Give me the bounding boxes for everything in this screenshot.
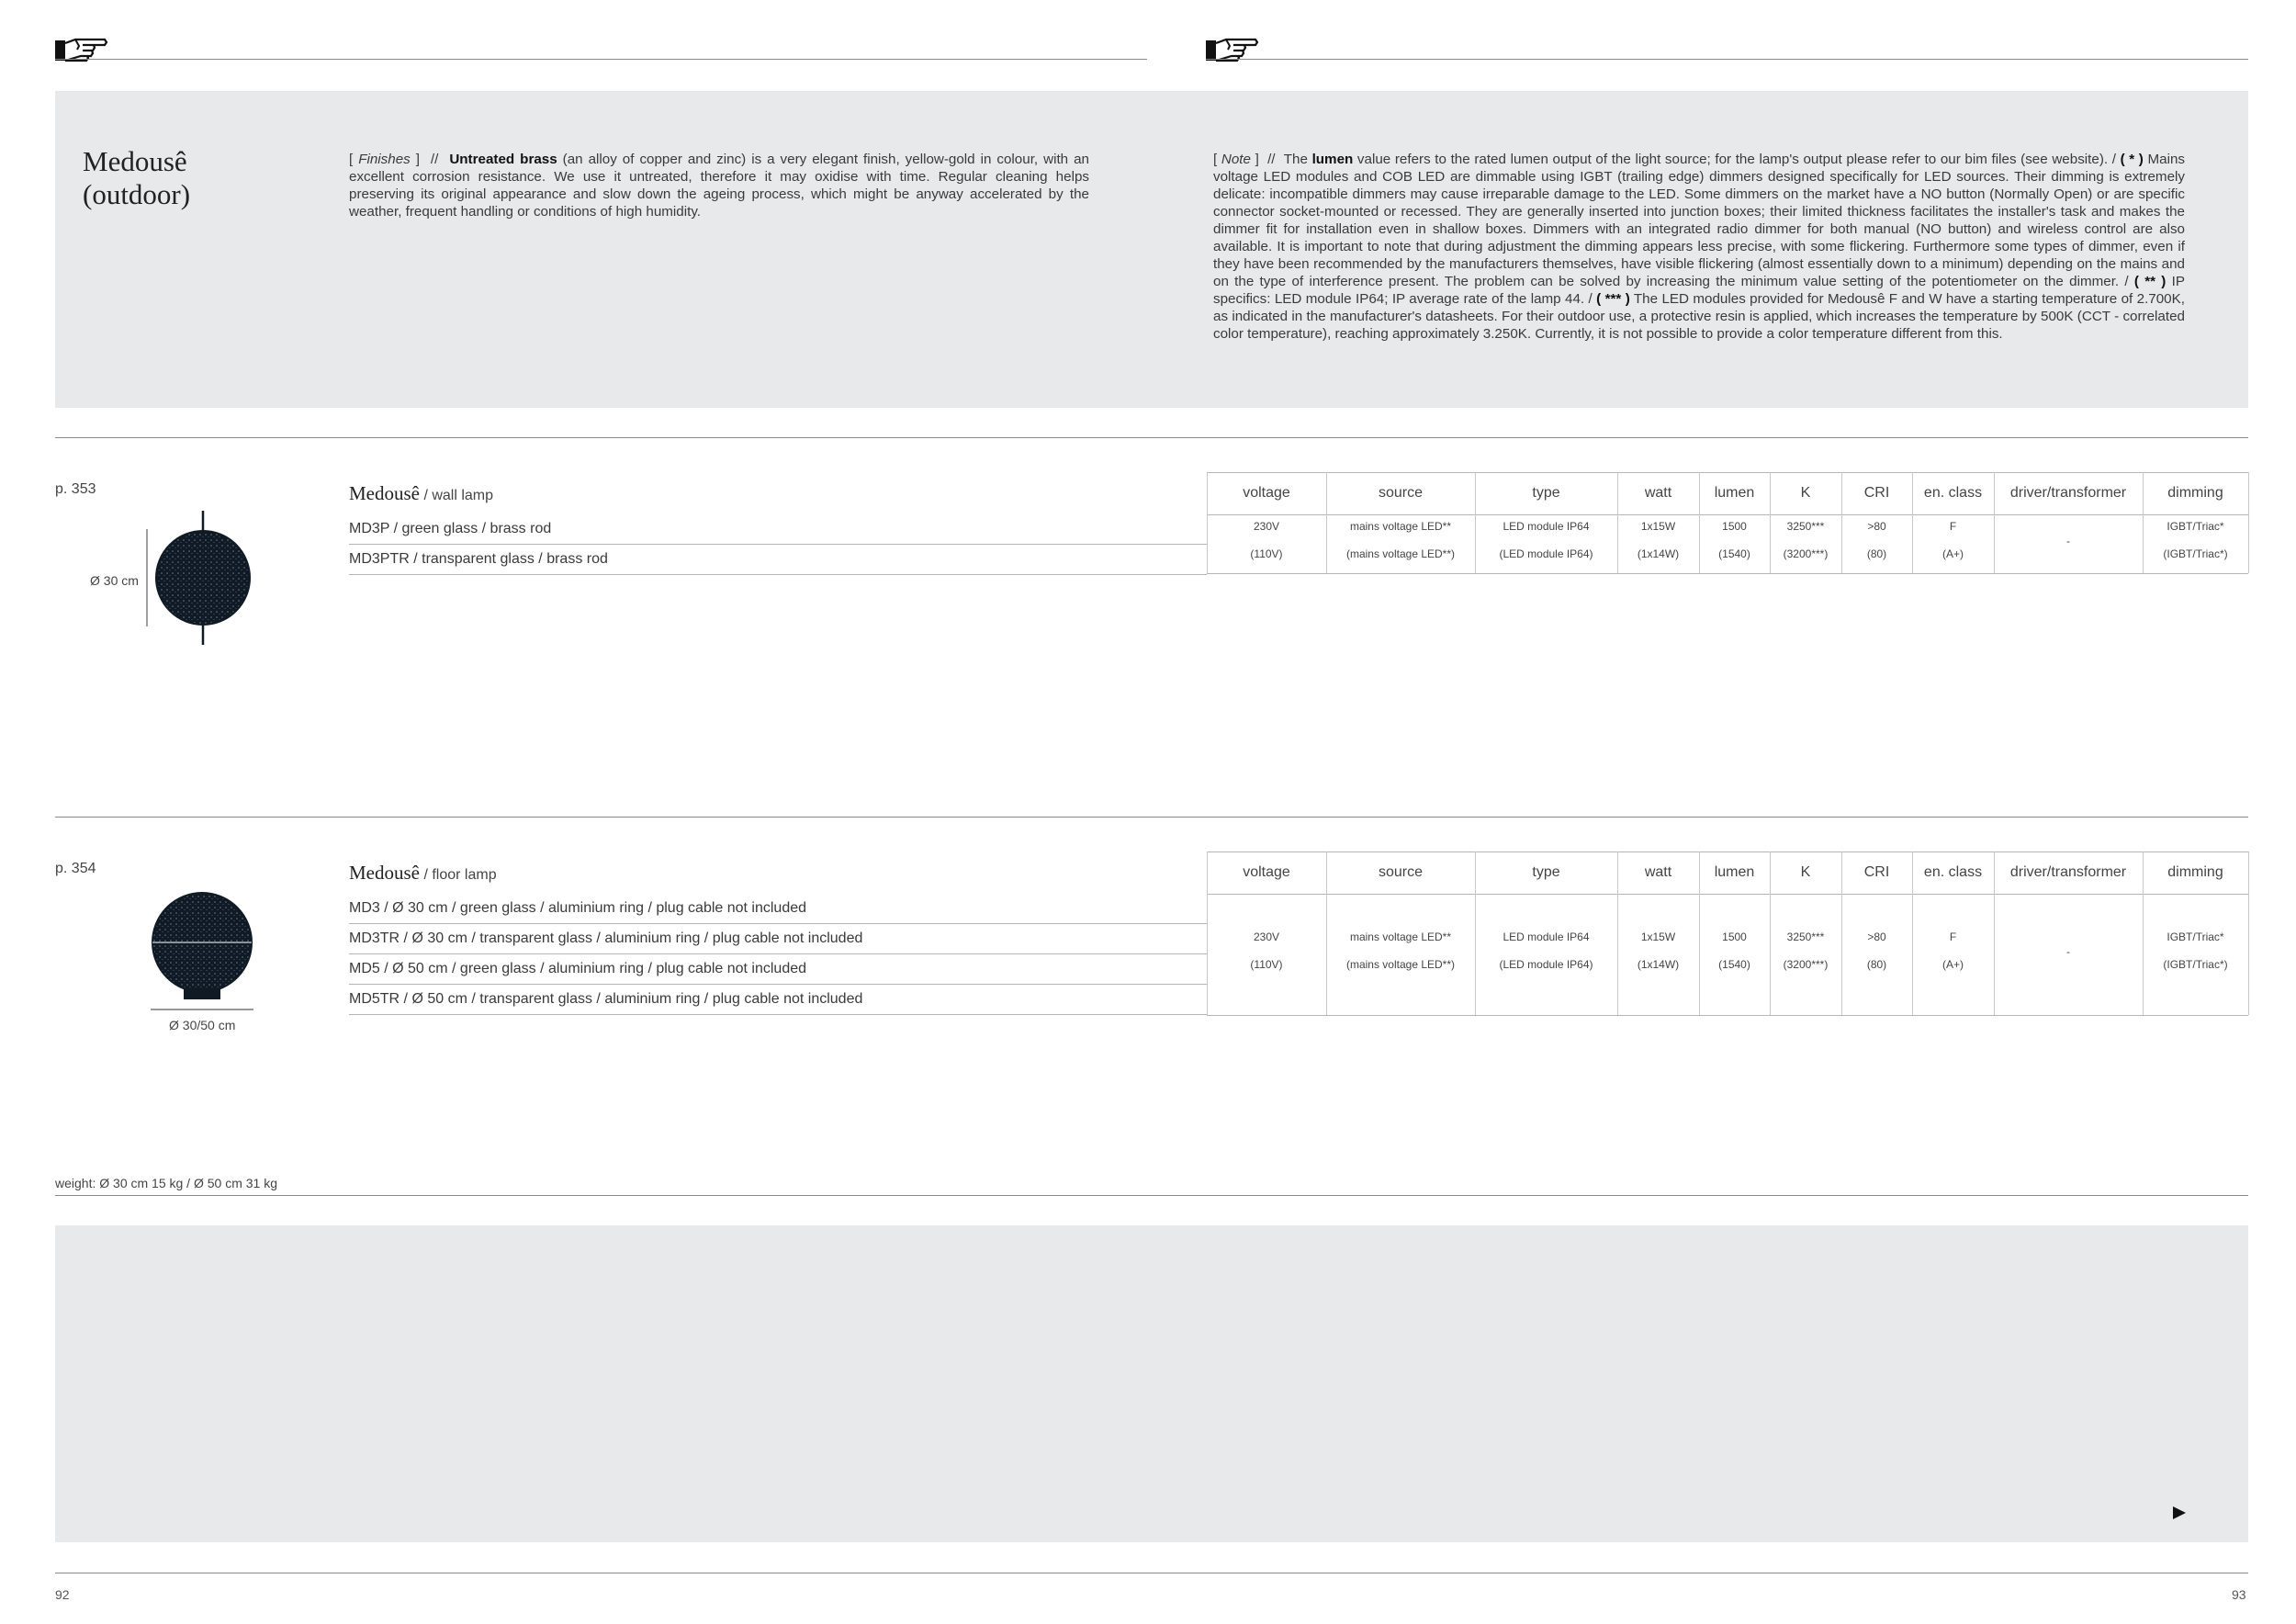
wall-col-header-en_class: en. class [1923,485,1983,501]
note-text-5: The LED modules provided for Medousê F and W have a starting temperature of 2.700K, as indicated in the manufacturer's datasheets. For their outdoor use, a protective resin is applied, which increases the temperature by 500K (CCT - correlated color temperature), reaching approximately 3.250K. Currently, it is not possible to provide a color temperature different from this. [1213,291,2185,342]
note-bold-3: ( ** ) [2133,274,2167,289]
floor-col-divider [2248,851,2249,1015]
wall-col-divider [2248,472,2249,573]
wall-cell-CRI: >80 [1867,520,1886,533]
wall-lamp-drawing [138,511,257,645]
floor-spec-bottom-rule [1207,1015,2248,1016]
finishes-sep: // [430,152,439,167]
floor-cell-watt: 1x15W [1640,930,1676,943]
floor-cell-en_class: (A+) [1941,958,1964,971]
note-text-4: IP specifics: LED module IP64; IP average rate of the lamp 44. / [1213,274,2185,307]
header-rule-left [55,59,1147,60]
floor-cell-en_class: F [1949,930,1957,943]
wall-page-ref: p. 353 [55,481,96,497]
wall-cell-source: (mains voltage LED**) [1345,547,1456,560]
floor-col-header-voltage: voltage [1243,864,1290,880]
wall-spec-bottom-rule [1207,573,2248,574]
wall-col-header-watt: watt [1644,485,1672,501]
note-text-2: value refers to the rated lumen output of the light source; for the lamp's output please refer to our bim files (see website). / [1353,152,2121,167]
floor-table-heading [349,851,497,894]
wall-cell-voltage: 230V [1253,520,1280,533]
wall-col-header-K: K [1800,485,1811,501]
finishes-paragraph: [ Finishes ] // Untreated brass (an alloy of copper and zinc) is a very elegant finish, yellow-gold in colour, with an excellent corrosion resistance. We use it untreated, therefore it may oxidise with time. Regular cleaning helps preserving its original appearance and slow down the ageing process, which might be anyway accelerated by the weather, frequent handling or conditions of high humidity. [349,152,1089,220]
header-rule-right [1206,59,2248,60]
wall-col-header-dimming: dimming [2167,485,2223,501]
note-label: Note [1221,152,1251,167]
note-text-1: The [1283,152,1312,167]
floor-cell-dimming: (IGBT/Triac*) [2163,958,2228,971]
floor-col-header-source: source [1378,864,1424,880]
wall-cell-lumen: (1540) [1718,547,1750,560]
note-bold-2: ( * ) [2120,152,2144,167]
wall-col-header-type: type [1532,485,1560,501]
wall-kind: / wall lamp [420,488,494,503]
note-bold-4: ( *** ) [1596,291,1630,307]
wall-lamp-table [349,472,2248,573]
wall-spec-header-rule [1207,514,2248,515]
wall-cell-lumen: 1500 [1722,520,1747,533]
wall-col-header-voltage: voltage [1243,485,1290,501]
bottom-panel [55,1225,2248,1542]
wall-cell-CRI: (80) [1866,547,1887,560]
wall-cell-dimming: (IGBT/Triac*) [2163,547,2228,560]
floor-family-name: Medousê [349,862,420,884]
floor-row-3: MD5 / Ø 50 cm / green glass / aluminium ring / plug cable not included [349,954,1207,985]
page-number-left: 92 [55,1587,70,1602]
floor-kind: / floor lamp [420,867,497,883]
weight-note: weight: Ø 30 cm 15 kg / Ø 50 cm 31 kg [55,1176,277,1190]
floor-lamp-drawing [147,889,257,1010]
floor-cell-lumen: (1540) [1718,958,1750,971]
section-rule-2 [55,817,2248,818]
wall-col-header-source: source [1378,485,1424,501]
wall-cell-voltage: (110V) [1250,547,1283,560]
floor-cell-type: (LED module IP64) [1499,958,1593,971]
wall-cell-en_class: F [1949,520,1957,533]
floor-col-header-driver: driver/transformer [2009,864,2127,880]
wall-row-1: MD3P / green glass / brass rod [349,514,1207,545]
note-text-3: Mains voltage LED modules and COB LED are dimmable using IGBT (trailing edge) dimmers designed specifically for LED sources. Their dimming is extremely delicate: incompatible dimmers may cause irreparable damage to the LED. Some dimmers on the market have a NO button (Normally Open) or are specific connector socket-mounted or recessed. They are generally inserted into junction boxes; their limited thickness facilitates the installer's task and makes the dimmer fit for installation even in shallow boxes. Dimmers with an integrated radio dimmer for both manual (NO button) and wireless control are also available. It is important to note that during adjustment the dimming appears less precise, with some flickering. Furthermore some types of dimmer, even if they have been recommended by the manufacturers themselves, have visible flickering (almost essentially down to a minimum) depending on the mains and on the type of interference present. The problem can be solved by increasing the minimum value setting of the potentiometer on the dimmer. / [1213,152,2185,289]
wall-cell-K: (3200***) [1783,547,1829,560]
section-rule-1 [55,437,2248,438]
floor-cell-K: 3250*** [1786,930,1825,943]
floor-page-ref: p. 354 [55,861,96,876]
wall-cell-source: mains voltage LED** [1349,520,1452,533]
floor-cell-K: (3200***) [1783,958,1829,971]
floor-col-header-CRI: CRI [1863,864,1890,880]
wall-cell-watt: (1x14W) [1637,547,1680,560]
note-bold-1: lumen [1311,152,1354,167]
floor-dimension-label: Ø 30/50 cm [169,1018,236,1032]
floor-cell-CRI: >80 [1867,930,1886,943]
wall-col-header-driver: driver/transformer [2009,485,2127,501]
wall-family-name: Medousê [349,482,420,504]
floor-cell-voltage: 230V [1253,930,1280,943]
wall-row-2: MD3PTR / transparent glass / brass rod [349,545,1207,575]
wall-cell-K: 3250*** [1786,520,1825,533]
next-arrow-icon[interactable] [2171,1505,2188,1521]
floor-cell-dimming: IGBT/Triac* [2167,930,2224,943]
floor-cell-source: (mains voltage LED**) [1345,958,1456,971]
wall-cell-type: LED module IP64 [1503,520,1590,533]
floor-col-header-type: type [1532,864,1560,880]
floor-row-2: MD3TR / Ø 30 cm / transparent glass / aluminium ring / plug cable not included [349,924,1207,954]
floor-col-header-lumen: lumen [1714,864,1755,880]
wall-col-header-lumen: lumen [1714,485,1755,501]
wall-col-header-CRI: CRI [1863,485,1890,501]
floor-cell-source: mains voltage LED** [1349,930,1452,943]
section-rule-3 [55,1195,2248,1196]
product-title [83,145,321,211]
floor-cell-lumen: 1500 [1722,930,1747,943]
finishes-bold: Untreated brass [449,152,557,167]
floor-col-header-watt: watt [1644,864,1672,880]
floor-col-header-dimming: dimming [2167,864,2223,880]
note-paragraph: [ Note ] // The lumen value refers to the rated lumen output of the light source; for the lamp's output please refer to our bim files (see website). / ( * ) Mains voltage LED modules and COB LED are dimmable using IGBT (trailing edge) dimmers designed specifically for LED sources. Their dimming is extremely delicate: incompatible dimmers may cause irreparable damage to the LED. Some dimmers on the market have a NO button (Normally Open) or are specific connector socket-mounted or recessed. They are generally inserted into junction boxes; their limited thickness facilitates the installer's task and makes the dimmer fit for installation even in shallow boxes. Dimmers with an integrated radio dimmer for both manual (NO button) and wireless control are also available. It is important to note that during adjustment the dimming appears less precise, with some flickering. Furthermore some types of dimmer, even if they have been recommended by the manufacturers themselves, have visible flickering (almost essentially down to a minimum) depending on the mains and on the type of interference present. The problem can be solved by increasing the minimum value setting of the potentiometer on the dimmer. / ( ** ) IP specifics: LED module IP64; IP average rate of the lamp 44. / ( *** ) The LED modules provided for Medousê F and W have a starting temperature of 2.700K, as indicated in the manufacturer's datasheets. For their outdoor use, a protective resin is applied, which increases the temperature by 500K (CCT - correlated color temperature), reaching approximately 3.250K. Currently, it is not possible to provide a color temperature different from this. [1213,152,2185,342]
wall-table-heading [349,472,493,514]
floor-cell-type: LED module IP64 [1503,930,1590,943]
title-line-1: Medousê [83,145,187,177]
page-number-right: 93 [2232,1587,2246,1602]
finishes-label: Finishes [358,152,411,167]
wall-dimension-label: Ø 30 cm [90,573,139,588]
title-line-2: (outdoor) [83,178,191,210]
note-sep: // [1267,152,1276,167]
floor-row-4: MD5TR / Ø 50 cm / transparent glass / aluminium ring / plug cable not included [349,985,1207,1015]
floor-cell-driver: - [2066,945,2070,958]
floor-lamp-table [349,851,2248,1015]
floor-spec-header-rule [1207,894,2248,895]
floor-cell-watt: (1x14W) [1637,958,1680,971]
floor-col-header-K: K [1800,864,1811,880]
wall-cell-en_class: (A+) [1941,547,1964,560]
floor-cell-voltage: (110V) [1250,958,1283,971]
wall-cell-dimming: IGBT/Triac* [2167,520,2224,533]
wall-cell-driver: - [2066,535,2070,547]
wall-cell-type: (LED module IP64) [1499,547,1593,560]
wall-cell-watt: 1x15W [1640,520,1676,533]
floor-col-header-en_class: en. class [1923,864,1983,880]
finishes-text: (an alloy of copper and zinc) is a very elegant finish, yellow-gold in colour, with an excellent corrosion resistance. We use it untreated, therefore it may oxidise with time. Regular cleaning helps preserving its original appearance and slow down the ageing process, which might be anyway accelerated by the weather, frequent handling or conditions of high humidity. [349,152,1089,220]
floor-cell-CRI: (80) [1866,958,1887,971]
floor-row-1: MD3 / Ø 30 cm / green glass / aluminium ring / plug cable not included [349,894,1207,924]
